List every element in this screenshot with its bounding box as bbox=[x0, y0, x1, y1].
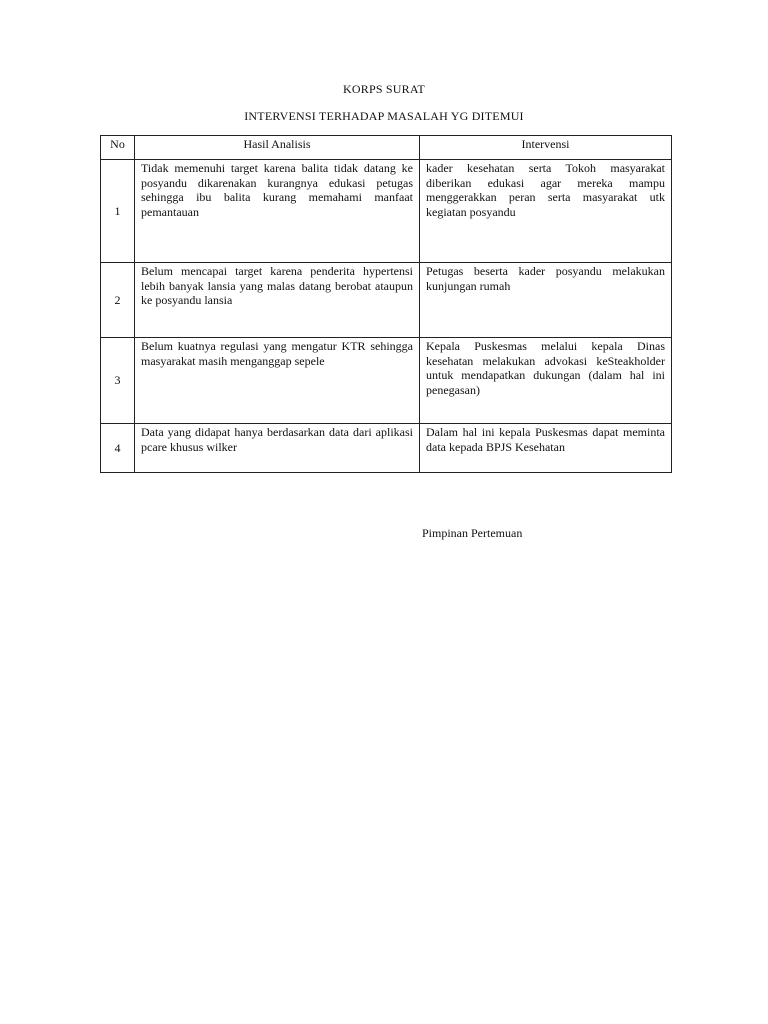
hasil-analisis-cell: Data yang didapat hanya berdasarkan data dari aplikasi pcare khusus wilker bbox=[135, 424, 420, 473]
header-no: No bbox=[101, 136, 135, 160]
row-number: 1 bbox=[101, 160, 135, 263]
hasil-analisis-cell: Belum mencapai target karena penderita hypertensi lebih banyak lansia yang malas datang berobat ataupun ke posyandu lansia bbox=[135, 263, 420, 338]
row-number: 3 bbox=[101, 338, 135, 424]
signature-label: Pimpinan Pertemuan bbox=[422, 526, 523, 540]
intervensi-cell: Dalam hal ini kepala Puskesmas dapat meminta data kepada BPJS Kesehatan bbox=[420, 424, 672, 473]
intervention-table bbox=[100, 135, 672, 473]
hasil-analisis-cell: Tidak memenuhi target karena balita tidak datang ke posyandu dikarenakan kurangnya edukasi petugas sehingga ibu balita kurang memahami manfaat pemantauan bbox=[135, 160, 420, 263]
table-header-row bbox=[101, 136, 672, 160]
table-row bbox=[101, 424, 672, 473]
header-intervensi: Intervensi bbox=[420, 136, 672, 160]
document-subtitle: INTERVENSI TERHADAP MASALAH YG DITEMUI bbox=[244, 109, 524, 123]
table-row bbox=[101, 338, 672, 424]
intervensi-cell: Petugas beserta kader posyandu melakukan kunjungan rumah bbox=[420, 263, 672, 338]
header-hasil-analisis: Hasil Analisis bbox=[135, 136, 420, 160]
intervensi-cell: Kepala Puskesmas melalui kepala Dinas kesehatan melakukan advokasi keSteakholder untuk mendapatkan dukungan (dalam hal ini penegasan) bbox=[420, 338, 672, 424]
table-row bbox=[101, 160, 672, 263]
hasil-analisis-cell: Belum kuatnya regulasi yang mengatur KTR sehingga masyarakat masih menganggap sepele bbox=[135, 338, 420, 424]
row-number: 4 bbox=[101, 424, 135, 473]
table-row bbox=[101, 263, 672, 338]
row-number: 2 bbox=[101, 263, 135, 338]
document-title: KORPS SURAT bbox=[343, 82, 425, 96]
intervensi-cell: kader kesehatan serta Tokoh masyarakat diberikan edukasi agar mereka mampu menggerakkan peran serta masyarakat utk kegiatan posyandu bbox=[420, 160, 672, 263]
